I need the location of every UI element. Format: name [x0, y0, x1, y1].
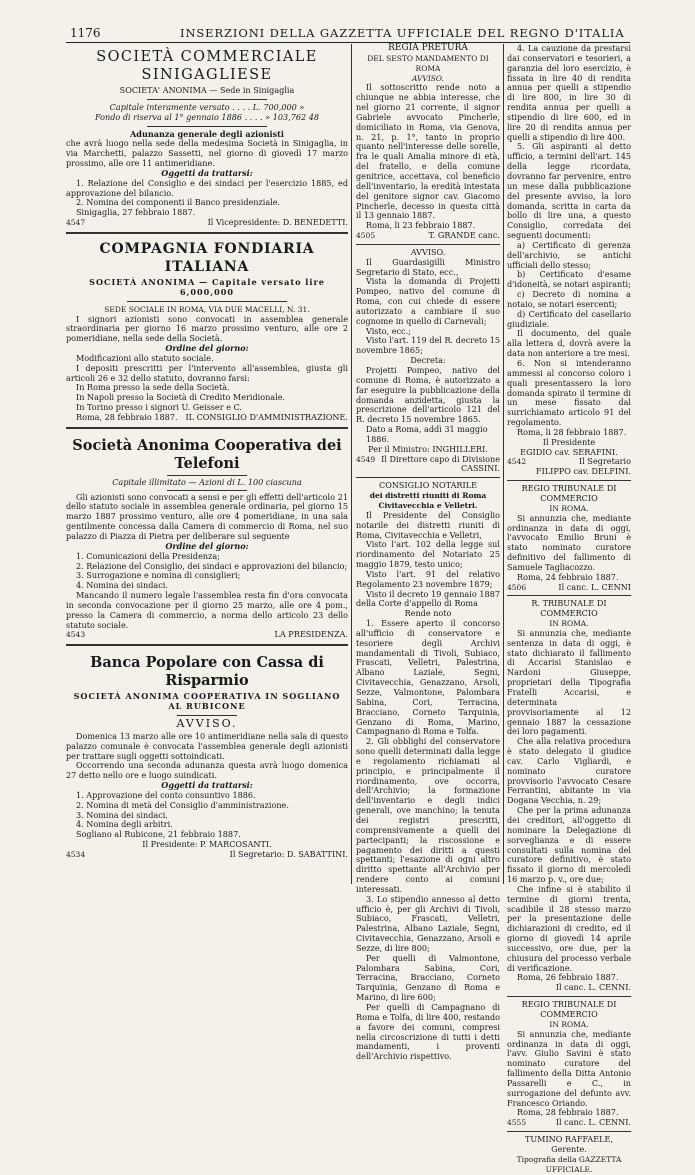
agenda-item: Modificazioni allo statuto sociale.	[76, 352, 214, 363]
insertion-number: 4505	[356, 231, 376, 241]
notice-body-2: Vista la domanda di Projetti Pompeo, nativo del comune di Roma, con cui chiede di essere autorizzato a cambiare il suo cognome in quello di Carnevali;	[356, 276, 500, 326]
notice-title: REGIA PRETURA	[388, 43, 468, 53]
notice-body: Domenica 13 marzo alle ore 10 antimeridiane nella sala di questo palazzo comunale è convocata l'assemblea generale degli azionisti per trattare sugli oggetti sottoindicati.	[66, 730, 348, 761]
footer-manager: TUMINO RAFFAELE, Gerente.	[524, 1134, 614, 1154]
notice-title: AVVISO.	[410, 246, 446, 257]
notice-title: CONSIGLIO NOTARILE	[379, 480, 477, 491]
notice-body: Il sottoscritto rende noto a chiunque ne abbia interesse, che nel giorno 21 corrente, il signor Gabriele avvocato Pincherle, domiciliato in Roma, via Genova, n. 21, p. 1°, tanto in proprio quanto nell'interesse delle sorelle, fra le quali Amalia minore di età, del fratello, e della comune genitrice, accettava, col beneficio dell'inventario, la eredità intestata del genitore signor cav. Giacomo Pincherle, decesso in questa città il 13 gennaio 1887.	[356, 82, 500, 221]
notice-seat: SEDE SOCIALE IN ROMA, VIA DUE MACELLI, N. 31.	[104, 304, 310, 314]
notice-date: Roma, 24 febbraio 1887.	[517, 571, 619, 582]
notice-body: che avrà luogo nella sede della medesima Società in Sinigaglia, in via Marchetti, palazzo Sassetti, nel giorno di giovedì 17 marzo prossimo, alle ore 11 antimeridiane.	[66, 138, 348, 169]
law-reference: Visto l'art. 119 del R. decreto 15 novembre 1865;	[356, 335, 500, 356]
document-item: d) Certificato del casellario giudiziale.	[507, 308, 631, 329]
notice-body: Si annunzia che, mediante ordinanza in data di oggi, l'avv. Giulio Savini è stato nominato curatore del fallimento della Ditta Antonio Passarelli e C., in surrogazione del defunto avv. Francesco Oriando.	[507, 1028, 631, 1108]
notice-point: 1. Essere aperto il concorso all'ufficio di conservatore e tesoriere degli Archivi mandamentali di Tivoli, Subiaco, Frascati, Velletri, Palestrina, Albano Laziale, Segni, Civitavecchia, Genazzano, Arsoli, Sezze, Valmontone, Palombara Sabina, Cori, Terracina, Bracciano, Corneto Tarquinia, Genzano di Roma, Marino, Campagnano di Roma e Tolfa.	[356, 618, 500, 737]
notice-subtitle: SOCIETA' ANONIMA — Sede in Sinigaglia	[119, 85, 295, 95]
column-left	[66, 44, 348, 894]
director-label: Il Direttore capo di Divisione	[381, 453, 500, 464]
notice-pretura	[356, 44, 500, 241]
decreta-heading: Decreta:	[410, 355, 446, 366]
agenda-heading: Ordine del giorno:	[165, 343, 249, 354]
notice-body: Si annunzia che, mediante ordinanza in data di oggi, l'avvocato Emilio Bruni è stato nominato curatore definitivo del fallimento di Samuele Tagliacozzo.	[507, 512, 631, 572]
agenda-heading: Oggetti da trattarsi:	[161, 167, 253, 178]
insertion-number: 4542	[507, 457, 527, 467]
page-title: INSERZIONI DELLA GAZZETTA UFFICIALE DEL REGNO D'ITALIA	[180, 26, 625, 40]
page-header	[0, 0, 695, 40]
president-label: Il Presidente	[542, 436, 596, 447]
deposit-place: In Roma presso la sede della Società.	[76, 382, 230, 393]
law-reference: Visto l'art. 91 del relativo Regolamento 23 novembre 1879;	[356, 568, 500, 589]
section-divider	[507, 595, 631, 596]
president-name: EGIDIO cav. SERAFINI.	[520, 446, 618, 457]
section-divider	[356, 477, 500, 478]
notice-signature: LA PRESIDENZA.	[274, 629, 348, 640]
law-reference: Visto il decreto 19 gennaio 1887 della Corte d'appello di Roma	[356, 588, 500, 609]
divider	[147, 126, 267, 127]
notice-title: Banca Popolare con Cassa di Risparmio	[90, 654, 324, 690]
notice-notarile-continued	[507, 44, 631, 477]
president-signature: Il Presidente: P. MARCOSANTI.	[142, 839, 272, 850]
column-middle	[356, 43, 500, 1062]
meeting-heading: Adunanza generale degli azionisti	[130, 128, 284, 139]
notice-signature: Il canc. L. CENNI.	[555, 982, 631, 993]
insertion-number: 4547	[66, 218, 86, 228]
agenda-item: 3. Surrogazione e nomina di consiglieri;	[76, 570, 241, 581]
notice-subtitle: dei distretti riuniti di Roma	[369, 491, 487, 501]
avviso-heading: AVVISO.	[411, 73, 445, 83]
section-divider	[507, 1131, 631, 1132]
divider	[167, 490, 247, 491]
section-divider	[66, 427, 348, 431]
section-divider	[356, 244, 500, 245]
notice-subtitle: SOCIETÀ ANONIMA COOPERATIVA IN SOGLIANO AL RUBICONE	[73, 691, 341, 712]
reserve-line: Fondo di riserva al 1° gennaio 1886 . . . . » 103,762 48	[94, 111, 320, 122]
agenda-item: 4. Nomina dei sindaci.	[76, 580, 168, 591]
notice-subtitle-2: Civitavecchia e Velletri.	[378, 500, 478, 510]
divider	[167, 475, 247, 476]
notice-telefoni	[66, 437, 348, 641]
insertion-number: 4549	[356, 454, 376, 464]
divider	[147, 99, 267, 100]
document-item: b) Certificato d'esame d'idoneità, se notari aspiranti;	[507, 269, 631, 290]
notice-signature: Il canc. L. CENNI	[558, 581, 631, 592]
insertion-number: 4534	[66, 849, 86, 859]
secretary-name: FILIPPO cav. DELFINI.	[535, 466, 631, 477]
notice-point: Per quelli di Campagnano di Roma e Tolfa, di lire 400, restando a favore dei comuni, compresi nella circoscrizione di tutti i detti mandamenti, i proventi dell'Archivio rispettivo.	[356, 1002, 500, 1062]
notice-date: Roma, li 23 febbraio 1887.	[366, 220, 476, 231]
notice-point: 6. Non si intenderanno ammessi al concorso coloro i quali presentassero la loro domanda spirato il termine di un mese fissato dal surrichiamato articolo 91 del regolamento.	[507, 358, 631, 428]
notice-subtitle: DEL SESTO MANDAMENTO DI ROMA	[367, 53, 489, 73]
notice-title: R. TRIBUNALE DI COMMERCIO	[531, 598, 607, 619]
insertion-number: 4543	[66, 630, 86, 640]
section-divider	[66, 232, 348, 236]
notice-body-3: Che per la prima adunanza dei creditori, all'oggetto di nominare la Delegazione di sorveglianza e di essere consultati sulla nomina del curatore definitivo, è stato fissato il giorno di mercoledì 16 marzo p. v., ore due;	[507, 805, 631, 885]
section-divider	[507, 996, 631, 997]
notice-body-3: Projetti Pompeo, nativo del comune di Roma, è autorizzato a far eseguire la pubblicazione della domanda anzidetta, giusta la prescrizione dell'articolo 121 del R. decreto 15 novembre 1865.	[356, 365, 500, 425]
notice-subtitle: IN ROMA.	[549, 1019, 589, 1029]
notice-notarile	[356, 481, 500, 1062]
visto-line: Visto, ecc.;	[366, 325, 411, 336]
notice-title: Società Anonima Cooperativa dei Telefoni	[72, 436, 342, 472]
notice-signature: Il canc. L. CENNI.	[555, 1117, 631, 1128]
secretary-signature: Il Segretario: D. SABATTINI.	[229, 848, 348, 859]
notice-body: Si annunzia che, mediante sentenza in data di oggi, è stato dichiarato il fallimento di Accarisi Stanislao e Nardoni Giuseppe, proprietari della Tipografia Fratelli Accarisi, e determinata provvisoriamente al 12 gennaio 1887 la cessazione dei loro pagamenti.	[507, 627, 631, 737]
secretary-label: Il Segretario	[579, 456, 631, 467]
notice-avviso	[356, 248, 500, 474]
agenda-item: 2. Relazione del Consiglio, dei sindaci e approvazioni del bilancio;	[76, 560, 348, 571]
page-number: 1176	[70, 26, 101, 40]
notice-body: Gli azionisti sono convocati a sensi e per gli effetti dell'articolo 21 dello statuto sociale in assemblea generale ordinaria, pel giorno 15 marzo 1887 prossimo venturo, alle ore 4 pomeridiane, in una sala gentilmente concessa dalla Camera di commercio di Roma, nel suo palazzo di Piazza di Pietra per deliberare sul seguente	[66, 491, 348, 541]
notice-body-4: Che infine si è stabilito il termine di giorni trenta, scadibile il 28 stesso marzo per la presentazione delle dichiarazioni di credito, ed il giorno di giovedì 14 aprile successivo, ore due, per la chiusura del processo verbale di verificazione.	[507, 883, 631, 973]
notice-date: Sogliano al Rubicone, 21 febbraio 1887.	[76, 829, 241, 840]
deposit-text: I depositi prescritti per l'intervento all'assemblea, giusta gli articoli 26 e 32 dello statuto, dovranno farsi:	[66, 362, 348, 383]
notice-subtitle: IN ROMA.	[549, 503, 589, 513]
notice-sinigagliese	[66, 48, 348, 228]
notice-date: Roma, 28 febbraio 1887.	[76, 411, 178, 422]
deposit-place: In Torino presso i signori U. Geisser e C.	[76, 402, 242, 413]
notice-point: Per quelli di Valmontone, Palombara Sabina, Cori, Terracina, Bracciano, Corneto Tarquinia, Genzano di Roma e Marino, di lire 600;	[356, 952, 500, 1003]
minister-signature: Per il Ministro: INGHILLERI.	[368, 443, 488, 454]
notice-subtitle: Capitale illimitato — Azioni di L. 100 ciascuna	[112, 476, 302, 487]
director-name: CASSINI.	[460, 463, 500, 474]
notice-point: 4. La cauzione da prestarsi dai conservatori e tesorieri, a garanzia del loro esercizio, è fissata in lire 40 di rendita annua per quelli a stipendio di lire 800, in lire 30 di rendita annua per quelli a stipendio di lire 600, ed in lire 20 di rendita annua per quelli a stipendio di lire 400.	[507, 43, 631, 142]
rende-noto: Rende noto	[404, 608, 452, 619]
deposit-place: In Napoli presso la Società di Credito Meridionale.	[76, 392, 286, 403]
insertion-number: 4506	[507, 582, 527, 592]
divider	[127, 301, 287, 302]
agenda-heading: Ordine del giorno:	[165, 540, 249, 551]
notice-signature: T. GRANDE canc.	[428, 230, 500, 241]
notice-body: Il Presidente del Consiglio notarile dei distretti riuniti di Roma, Civitavecchia e Velletri,	[356, 509, 500, 540]
footer-press: Tipografia della GAZZETTA UFFICIALE.	[516, 1154, 622, 1174]
notice-date: Sinigaglia, 27 febbraio 1887.	[76, 207, 196, 218]
divider	[177, 715, 237, 716]
document-item: a) Certificato di gerenza dell'archivio, se antichi ufficiali dello stesso;	[507, 239, 631, 270]
notice-title: REGIO TRIBUNALE DI COMMERCIO	[521, 483, 617, 503]
document-item: c) Decreto di nomina a notaio, se notari esercenti;	[507, 289, 631, 309]
avviso-heading: AVVISO.	[176, 716, 238, 730]
agenda-item: 2. Nomina dei componenti il Banco presidenziale.	[76, 197, 281, 208]
notice-note: Mancando il numero legale l'assemblea resta fin d'ora convocata in seconda convocazione per il giorno 25 marzo, alle ore 4 pom., presso la Camera di commercio, a norma dello articolo 23 dello statuto sociale.	[66, 590, 348, 630]
notice-body-2: Occorrendo una seconda adunanza questa avrà luogo domenica 27 detto nello ore e luogo suindicati.	[66, 760, 348, 781]
notice-tribunale-2	[507, 599, 631, 993]
notice-date: Roma, li 28 febbraio 1887.	[517, 426, 627, 437]
agenda-item: 4. Nomina degli arbitri.	[76, 819, 173, 830]
column-divider	[351, 44, 352, 884]
notice-signature: IL CONSIGLIO D'AMMINISTRAZIONE.	[185, 411, 348, 422]
notice-subtitle: SOCIETÀ ANONIMA — Capitale versato lire 6,000,000	[89, 276, 325, 297]
notice-body: Il Guardasigilli Ministro Segretario di Stato, ecc.,	[356, 256, 500, 277]
notice-point: 3. Lo stipendio annesso al detto ufficio è, per gli Archivi di Tivoli, Subiaco, Frascati, Velletri, Palestrina, Albano Laziale, Segni, Civitavecchia, Genazzano, Arsoli e Sezze, di lire 800;	[356, 893, 500, 953]
notice-banca	[66, 654, 348, 860]
notice-date: Dato a Roma, addì 31 maggio 1886.	[366, 424, 488, 444]
agenda-item: 1. Relazione del Consiglio e dei sindaci per l'esercizio 1885, ed approvazione del bilancio.	[66, 177, 348, 198]
notice-fondiaria	[66, 240, 348, 423]
notice-title: REGIO TRIBUNALE DI COMMERCIO	[521, 999, 617, 1019]
law-reference: Visto l'art. 102 della legge sul riordinamento del Notariato 25 maggio 1879, testo unico;	[356, 539, 500, 570]
notice-tribunale-1	[507, 484, 631, 592]
notice-subtitle: IN ROMA.	[549, 619, 589, 629]
section-divider	[66, 644, 348, 648]
notice-body: I signori azionisti sono convocati in assemblea generale straordinaria per giorno 16 marzo prossimo venturo, alle ore 2 pomeridiane, nella sede della Società.	[66, 313, 348, 344]
notice-date: Roma, 28 febbraio 1887.	[517, 1107, 619, 1118]
notice-tribunale-3	[507, 1000, 631, 1128]
notice-date: Roma, 26 febbraio 1887.	[517, 972, 619, 983]
document-item: Il documento, del quale alla lettera d, dovrà avere la data non anteriore a tre mesi.	[507, 328, 631, 359]
agenda-item: 1. Comunicazioni della Presidenza;	[76, 550, 220, 561]
notice-body-2: Che alla relativa procedura è stato delegato il giudice cav. Carlo Vigliardi, e nominato curatore provvisorio l'avvocato Cesare Ferrantini, abitante in via Dogana Vecchia, n. 29;	[507, 736, 631, 806]
column-right	[507, 43, 631, 1174]
agenda-item: 1. Approvazione del conto consuntivo 1886.	[76, 789, 256, 800]
agenda-item: 3. Nomina dei sindaci.	[76, 809, 168, 820]
notice-point: 5. Gli aspiranti al detto ufficio, a termini dell'art. 145 della legge ricordata, dovranno far pervenire, entro un mese dalla pubblicazione del presente avviso, la loro domanda, scritta in carta da bollo di lire una, a questo Consiglio, corredata dei seguenti documenti:	[507, 141, 631, 241]
agenda-item: 2. Nomina di metà del Consiglio d'amministrazione.	[76, 799, 289, 810]
notice-point: 2. Gli obblighi del conservatore sono quelli determinati dalla legge e regolamento richiamati al principio, e principalmente il riordinamento, ove occorra, dell'Archivio; la formazione dell'inventario e degli indici generali, ove manchino; la tenuta dei registri prescritti, comprensivamente a quelli dei partecipanti; la riscossione e pagamento dei diritti a questi spettanti; l'esazione di ogni altro diritto spettante all'Archivio per rendere conto ai comuni interessati.	[356, 736, 500, 894]
notice-signature: Il Vicepresidente: D. BENEDETTI.	[207, 217, 348, 228]
section-divider	[507, 480, 631, 481]
capital-line: Capitale interamente versato . . . . L. 700,000 »	[109, 101, 305, 112]
notice-title: COMPAGNIA FONDIARIA ITALIANA	[99, 240, 315, 275]
insertion-number: 4555	[507, 1118, 527, 1128]
agenda-heading: Oggetti da trattarsi:	[161, 780, 253, 791]
column-divider	[503, 44, 504, 884]
notice-title: SOCIETÀ COMMERCIALE SINIGAGLIESE	[96, 49, 318, 83]
